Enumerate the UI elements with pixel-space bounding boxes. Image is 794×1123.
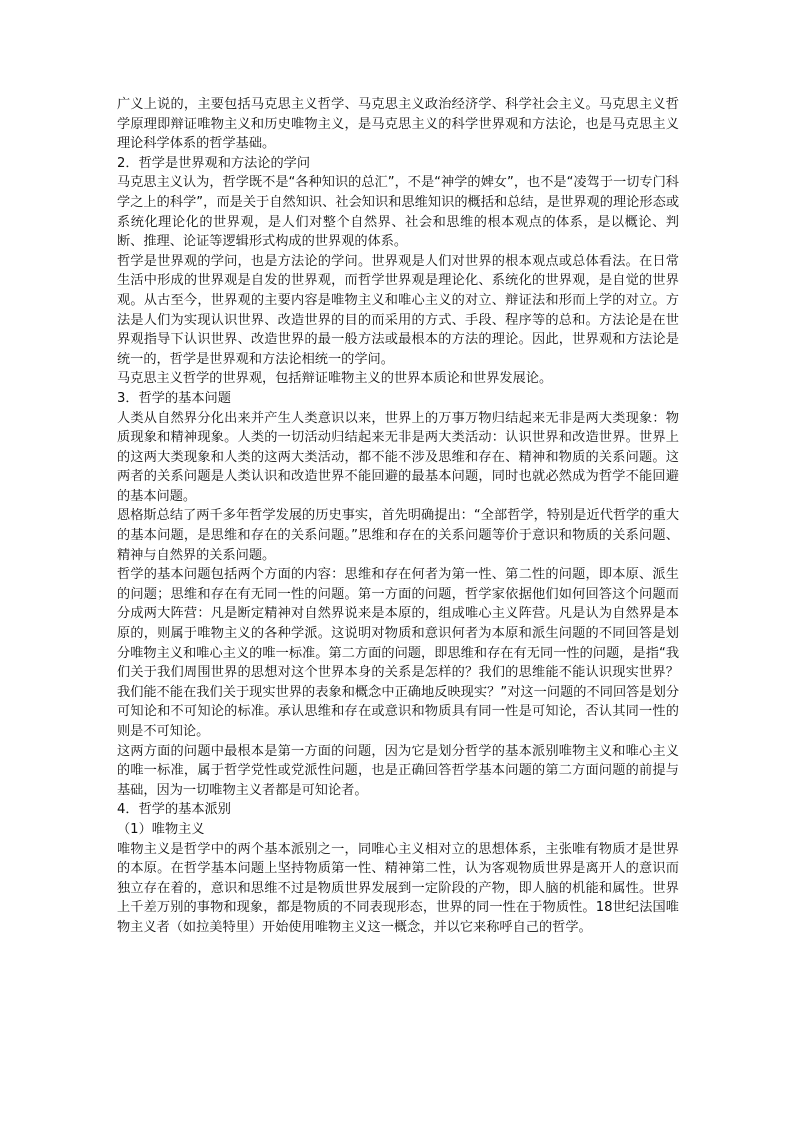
paragraph-two-aspects: 哲学的基本问题包括两个方面的内容：思维和存在何者为第一性、第二性的问题，即本原、派生的问题；思维和存在有无同一性的问题。第一方面的问题，哲学家依据他们如何回答这个问题而分成两大阵营：凡是断定精神对自然界说来是本原的，组成唯心主义阵营。凡是认为自然界是本原的，则属于唯物主义的各种学派。这说明对物质和意识何者为本原和派生问题的不同回答是划分唯物主义和唯心主义的唯一标准。第二方面的问题，即思维和存在有无同一性的问题，是指“我们关于我们周围世界的思想对这个世界本身的关系是怎样的？我们的思维能不能认识现实世界？我们能不能在我们关于现实世界的表象和概念中正确地反映现实？”对这一问题的不同回答是划分可知论和不可知论的标准。承认思维和存在或意识和物质具有同一性是可知论，否认其同一性的则是不可知论。 bbox=[117, 567, 680, 739]
paragraph-most-fundamental: 这两方面的问题中最根本是第一方面的问题，因为它是划分哲学的基本派别唯物主义和唯心主义的唯一标准，属于哲学党性或党派性问题，也是正确回答哲学基本问题的第二方面问题的前提与基础，因为一切唯物主义者都是可知论者。 bbox=[117, 743, 679, 798]
section-heading-3: 3．哲学的基本问题 bbox=[117, 390, 231, 406]
subsection-heading-materialism: （1）唯物主义 bbox=[117, 821, 205, 837]
paragraph-materialism: 唯物主义是哲学中的两个基本派别之一，同唯心主义相对立的思想体系，主张唯有物质才是世界的本原。在哲学基本问题上坚持物质第一性、精神第二性，认为客观物质世界是离开人的意识而独立存在着的，意识和思维不过是物质世界发展到一定阶段的产物，即人脑的机能和属性。世界上千差万别的事物和现象，都是物质的不同表现形态，世界的同一性在于物质性。18世纪法国唯物主义者（如拉美特里）开始使用唯物主义这一概念，并以它来称呼自己的哲学。 bbox=[117, 841, 679, 935]
paragraph-marxist-worldview: 马克思主义哲学的世界观，包括辩证唯物主义的世界本质论和世界发展论。 bbox=[117, 371, 553, 387]
section-heading-2: 2．哲学是世界观和方法论的学问 bbox=[117, 155, 311, 171]
document-page bbox=[117, 95, 679, 938]
paragraph-engels: 恩格斯总结了两千多年哲学发展的历史事实，首先明确提出：“全部哲学，特别是近代哲学的重大的基本问题，是思维和存在的关系问题。”思维和存在的关系问题等价于意识和物质的关系问题、精神与自然界的关系问题。 bbox=[117, 508, 680, 563]
paragraph-intro: 广义上说的，主要包括马克思主义哲学、马克思主义政治经济学、科学社会主义。马克思主义哲学原理即辩证唯物主义和历史唯物主义，是马克思主义的科学世界观和方法论，也是马克思主义理论科学体系的哲学基础。 bbox=[117, 97, 679, 152]
paragraph-worldview-methodology: 哲学是世界观的学问，也是方法论的学问。世界观是人们对世界的根本观点或总体看法。在日常生活中形成的世界观是自发的世界观，而哲学世界观是理论化、系统化的世界观，是自觉的世界观。从古至今，世界观的主要内容是唯物主义和唯心主义的对立、辩证法和形而上学的对立。方法是人们为实现认识世界、改造世界的目的而采用的方式、手段、程序等的总和。方法论是在世界观指导下认识世界、改造世界的最一般方法或最根本的方法的理论。因此，世界观和方法论是统一的，哲学是世界观和方法论相统一的学问。 bbox=[117, 253, 679, 367]
section-heading-4: 4．哲学的基本派别 bbox=[117, 802, 231, 818]
paragraph-two-phenomena: 人类从自然界分化出来并产生人类意识以来，世界上的万事万物归结起来无非是两大类现象：物质现象和精神现象。人类的一切活动归结起来无非是两大类活动：认识世界和改造世界。世界上的这两大类现象和人类的这两大类活动，都不能不涉及思维和存在、精神和物质的关系问题。这两者的关系问题是人类认识和改造世界不能回避的最基本问题，同时也就必然成为哲学不能回避的基本问题。 bbox=[117, 410, 679, 504]
paragraph-marxism-view: 马克思主义认为，哲学既不是“各种知识的总汇”，不是“神学的婢女”，也不是“凌驾于一切专门科学之上的科学”，而是关于自然知识、社会知识和思维知识的概括和总结，是世界观的理论形态或系统化理论化的世界观，是人们对整个自然界、社会和思维的根本观点的体系，是以概论、判断、推理、论证等逻辑形式构成的世界观的体系。 bbox=[117, 175, 679, 250]
